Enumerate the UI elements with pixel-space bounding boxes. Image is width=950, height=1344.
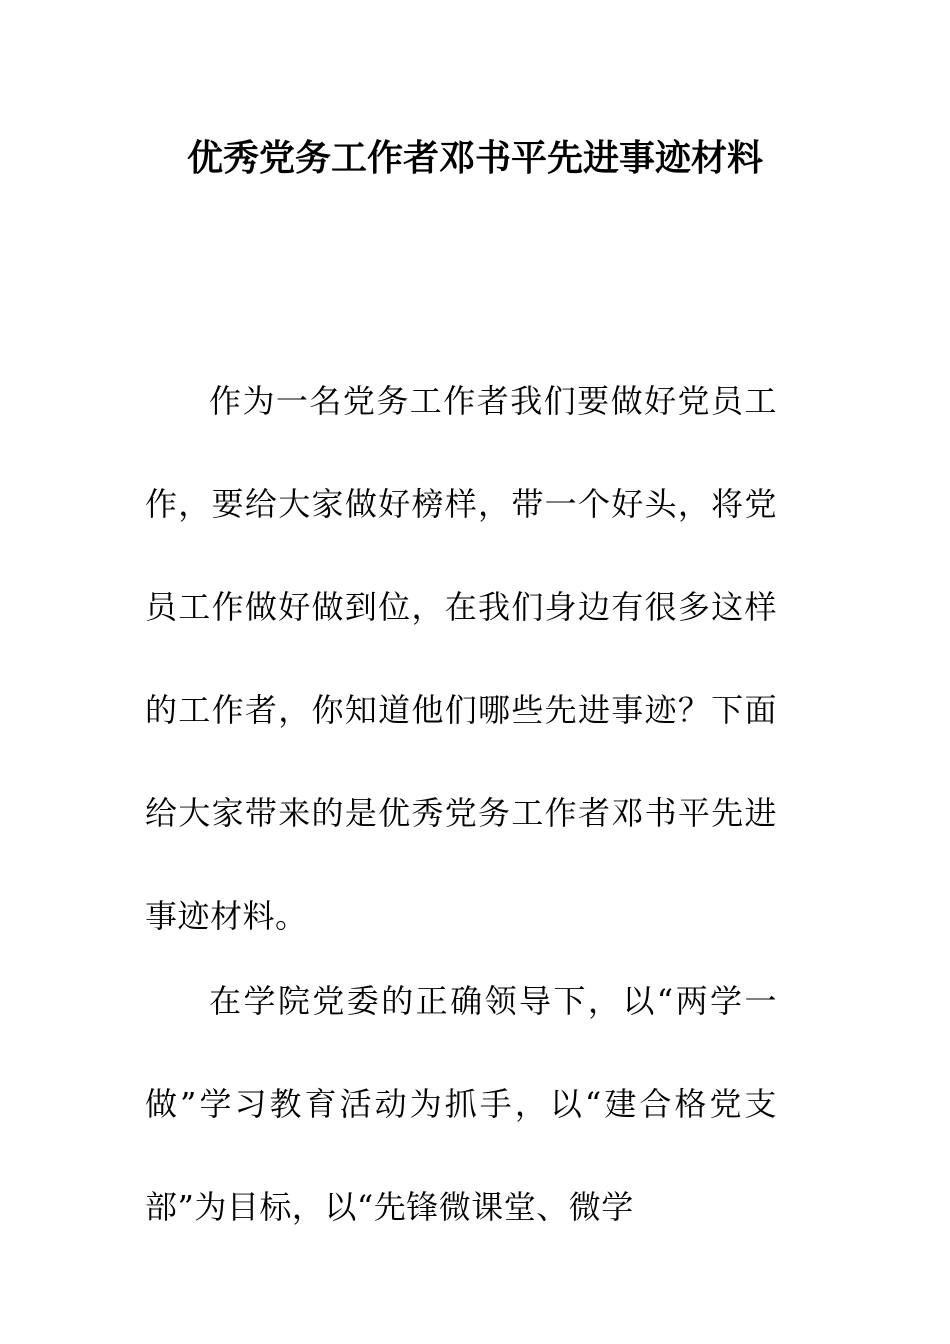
paragraph-intro: 作为一名党务工作者我们要做好党员工作，要给大家做好榜样，带一个好头，将党员工作做好做到位，在我们身边有很多这样的工作者，你知道他们哪些先进事迹？下面给大家带来的是优秀党务工作者邓书平先进事迹材料。 — [145, 382, 777, 935]
paragraph-body: 在学院党委的正确领导下，以“两学一做”学习教育活动为抓手，以“建合格党支部”为目标，以“先锋微课堂、微学 — [145, 982, 777, 1226]
document-title: 优秀党务工作者邓书平先进事迹材料 — [186, 137, 763, 179]
